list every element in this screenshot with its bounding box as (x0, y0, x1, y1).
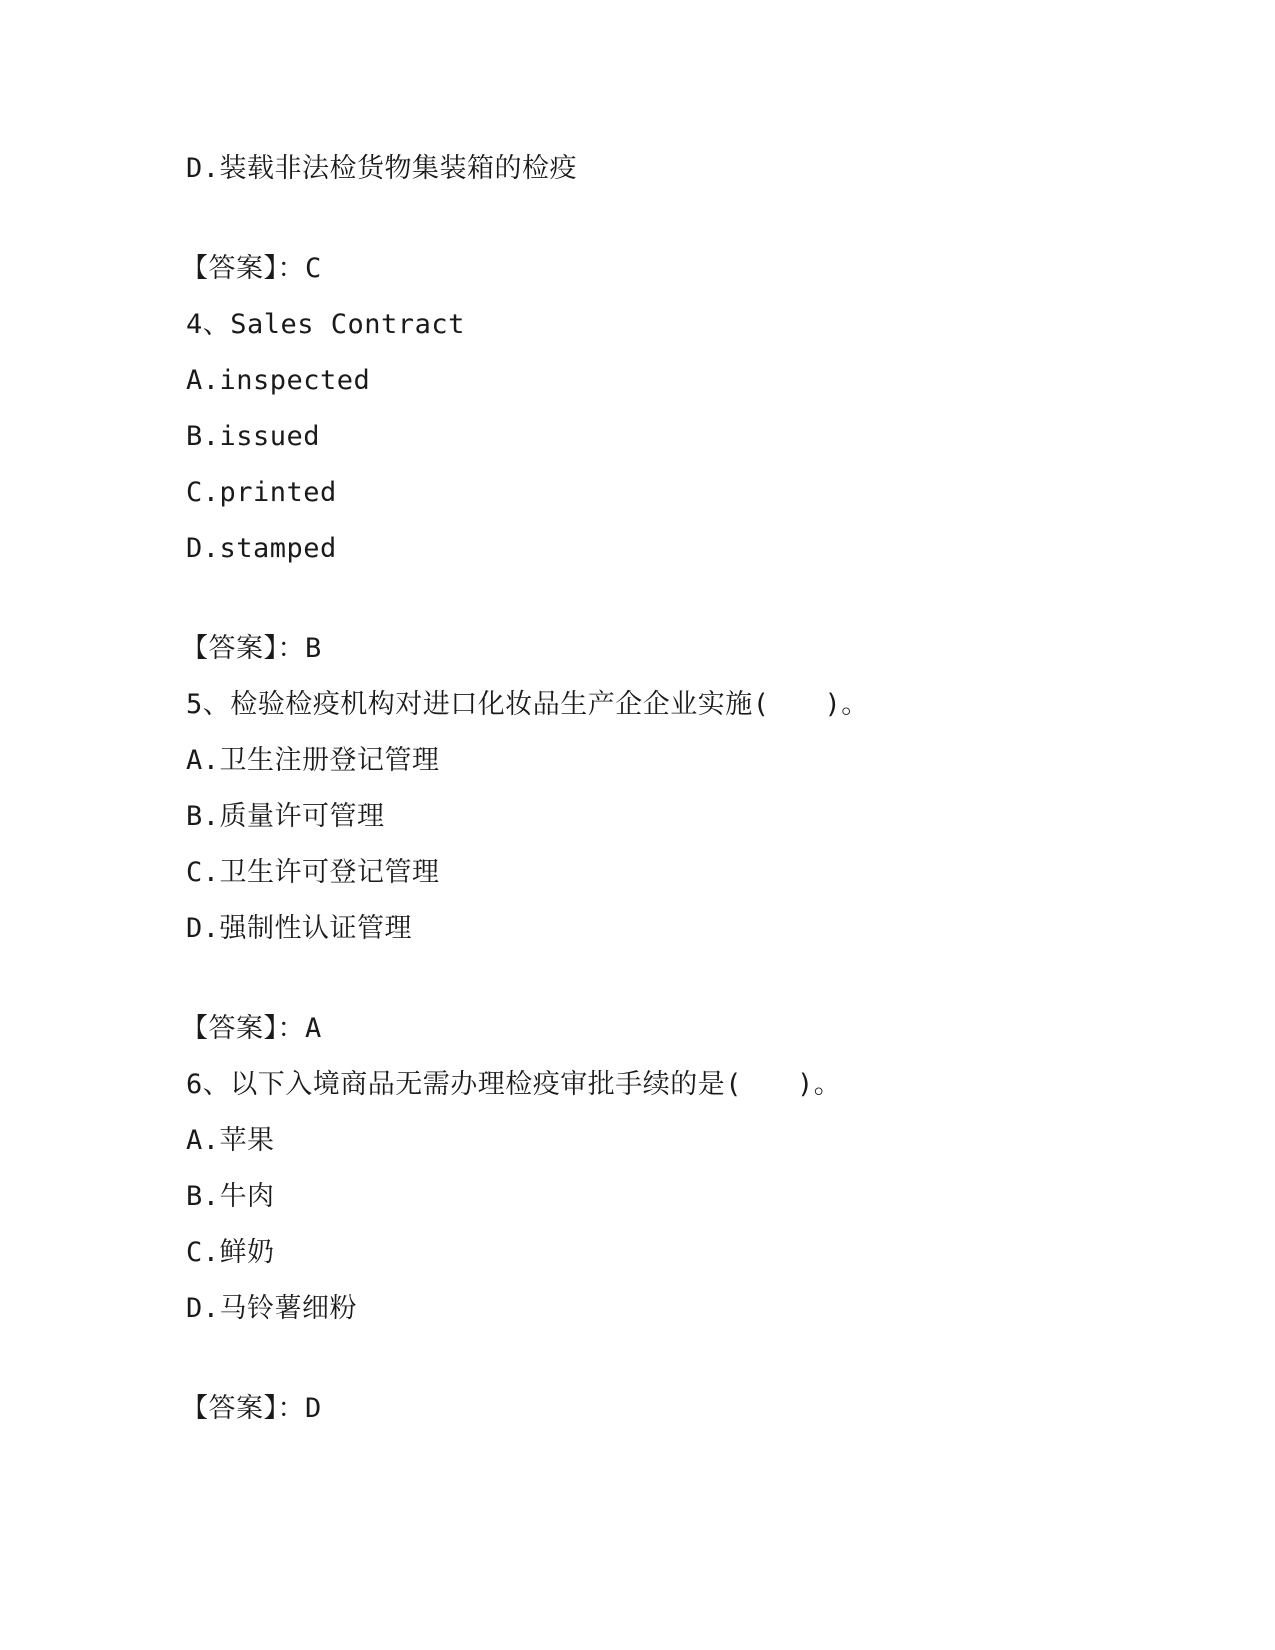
question-6-stem: 6、以下入境商品无需办理检疫审批手续的是( )。 (186, 1069, 842, 1100)
question-4-answer: 【答案】：B (181, 633, 322, 664)
question-4-option-b: B.issued (186, 421, 321, 452)
question-6-option-b: B.牛肉 (186, 1181, 275, 1212)
question-6-option-c: C.鲜奶 (186, 1237, 275, 1268)
prev-option-d: D.装载非法检货物集装箱的检疫 (186, 153, 578, 184)
question-5-option-d: D.强制性认证管理 (186, 913, 413, 944)
prev-answer: 【答案】：C (181, 253, 322, 284)
question-6-option-a: A.苹果 (186, 1125, 275, 1156)
question-4-option-a: A.inspected (186, 365, 371, 396)
question-5-option-c: C.卫生许可登记管理 (186, 857, 440, 888)
question-5-stem: 5、检验检疫机构对进口化妆品生产企企业实施( )。 (186, 689, 869, 720)
question-5-option-b: B.质量许可管理 (186, 801, 385, 832)
question-4-option-c: C.printed (186, 477, 337, 508)
question-5-answer: 【答案】：A (181, 1013, 322, 1044)
question-6-answer: 【答案】：D (181, 1393, 322, 1424)
question-4-option-d: D.stamped (186, 533, 337, 564)
question-5-option-a: A.卫生注册登记管理 (186, 745, 440, 776)
question-6-option-d: D.马铃薯细粉 (186, 1293, 358, 1324)
question-4-stem: 4、Sales Contract (186, 309, 465, 340)
